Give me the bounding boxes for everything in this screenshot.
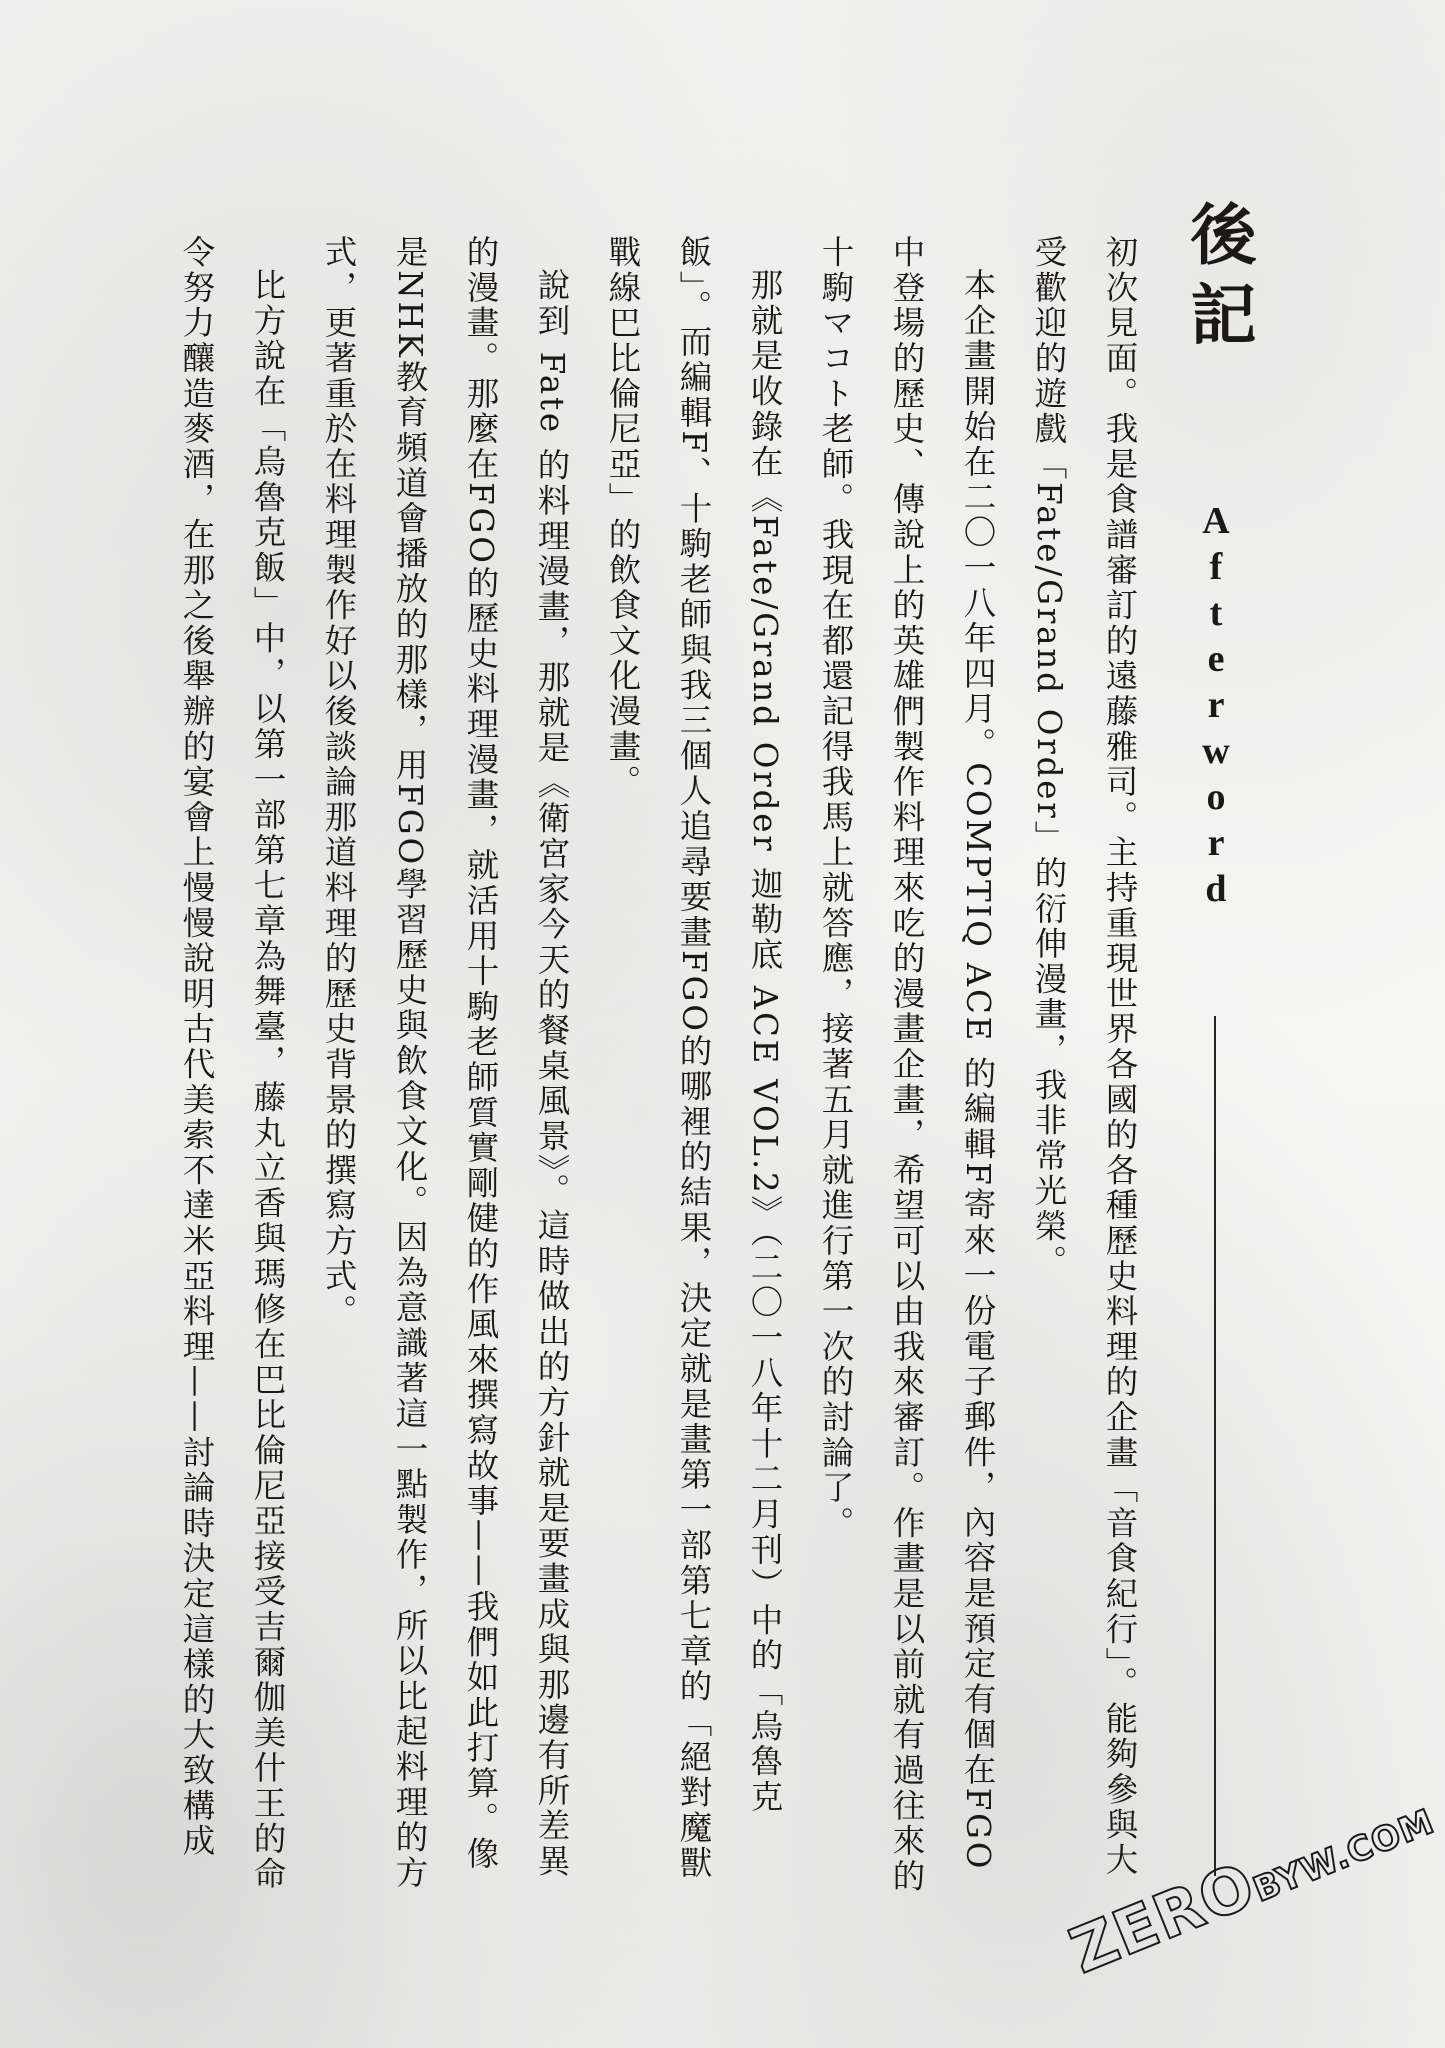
- paragraph-project-start: 本企畫開始在二〇一八年四月。COMPTIQ ACE 的編輯F寄來一份電子郵件，內容是預定有個在FGO中登場的歷史、傳說上的英雄們製作料理來吃的漫畫企畫，希望可以由我來審訂。作畫是以前就有過往來的十駒マコト老師。我現在都還記得我馬上就答應，接著五月就進行第一次的討論了。: [817, 235, 997, 1895]
- subtitle-letter: f: [1209, 546, 1223, 588]
- subtitle-letter: r: [1207, 684, 1225, 726]
- page-title: 後記: [1179, 200, 1257, 360]
- subtitle-letter: w: [1202, 730, 1230, 772]
- subtitle-letter: d: [1205, 868, 1227, 910]
- watermark-domain: BYW.COM: [1247, 1801, 1441, 1911]
- paragraph-uruk-meal: 那就是收錄在《Fate/Grand Order 迦勒底 ACE VOL.2》（二〇一八年十二月刊）中的「烏魯克飯」。而編輯F、十駒老師與我三個人追尋要畫FGO的哪裡的結果，決定就是畫第一部第七章的「絕對魔獸戰線巴比倫尼亞」的飲食文化漫畫。: [604, 235, 784, 1881]
- paragraph-approach: 說到 Fate 的料理漫畫，那就是《衛宮家今天的餐桌風景》。這時做出的方針就是要畫成與那邊有所差異的漫畫。那麼在FGO的歷史料理漫畫，就活用十駒老師質實剛健的作風來撰寫故事——我們如此打算。像是NHK教育頻道會播放的那樣，用FGO學習歷史與飲食文化。因為意識著這一點製作，所以比起料理的方式，更著重於在料理製作好以後談論那道料理的歷史背景的撰寫方式。: [320, 235, 571, 1891]
- subtitle-letter: t: [1209, 592, 1223, 634]
- page-subtitle-afterword: [1196, 498, 1236, 912]
- paragraph-intro: 初次見面。我是食譜審訂的遠藤雅司。主持重現世界各國的各種歷史料理的企畫「音食紀行」。能夠參與大受歡迎的遊戲「Fate/Grand Order」的衍伸漫畫，我非常光榮。: [1030, 235, 1139, 1878]
- watermark-zero: ZERO: [1060, 1848, 1266, 1988]
- subtitle-letter: r: [1207, 822, 1225, 864]
- subtitle-letter: o: [1206, 776, 1226, 818]
- subtitle-letter: e: [1207, 638, 1225, 680]
- subtitle-letter: A: [1202, 500, 1230, 542]
- afterword-body: [161, 235, 1155, 1895]
- title-divider-rule: [1214, 1016, 1216, 1876]
- paragraph-example: 比方說在「烏魯克飯」中，以第一部第七章為舞臺，藤丸立香與瑪修在巴比倫尼亞接受吉爾伽美什王的命令努力釀造麥酒，在那之後舉辦的宴會上慢慢說明古代美索不達米亞料理——討論時決定這樣的大致構成: [178, 235, 287, 1892]
